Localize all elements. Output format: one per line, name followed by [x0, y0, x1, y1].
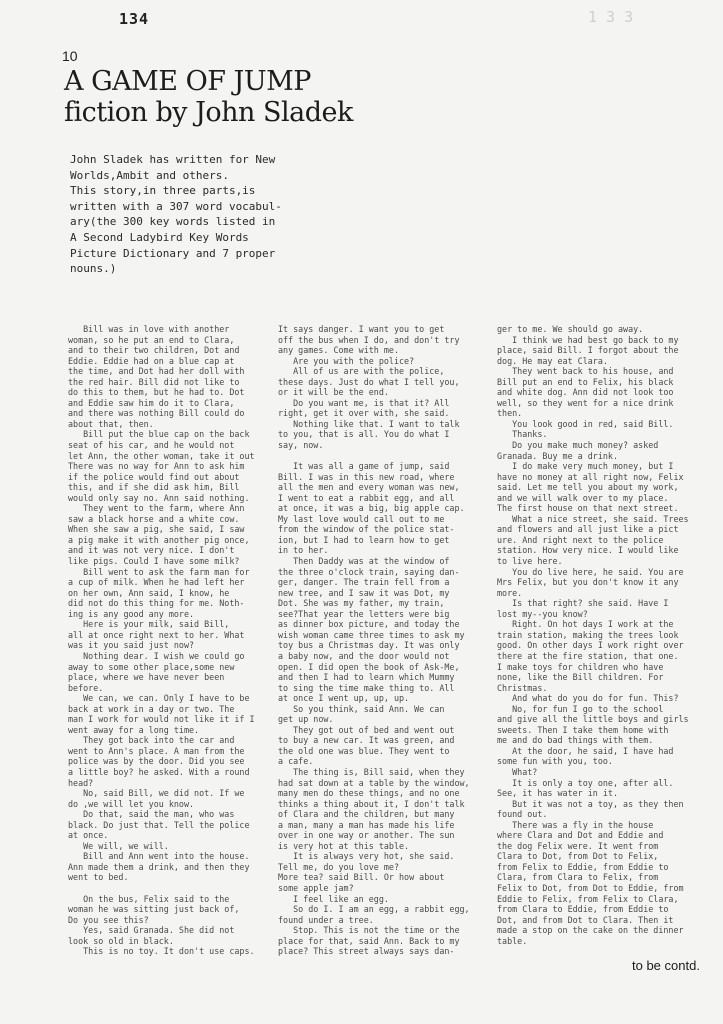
- text-line: did not do this thing for me. Noth-: [68, 598, 245, 609]
- text-line: before.: [68, 682, 104, 693]
- text-line: and to their two children, Dot and: [68, 345, 240, 356]
- text-line: to live here.: [497, 556, 563, 567]
- text-line: many men do these things, and no one: [278, 788, 460, 799]
- text-line: any games. Come with me.: [278, 345, 400, 356]
- text-line: black. Do just that. Tell the police: [68, 819, 250, 830]
- text-line: to you, that is all. You do what I: [278, 429, 450, 440]
- text-line: see?That year the letters were big: [278, 608, 450, 619]
- text-line: There was a fly in the house: [497, 819, 654, 830]
- to-be-continued: to be contd.: [632, 958, 700, 973]
- text-line: sweets. Then I take them home with: [497, 724, 669, 735]
- author-intro: [70, 152, 310, 277]
- text-line: and flowers and all just like a pict: [497, 524, 679, 535]
- text-line: The first house on that next street.: [497, 503, 679, 514]
- intro-line: Worlds,Ambit and others.: [70, 168, 229, 182]
- text-line: Bill went to ask the farm man for: [68, 566, 250, 577]
- text-line: ger, danger. The train fell from a: [278, 577, 450, 588]
- text-line: Yes, said Granada. She did not: [68, 925, 235, 936]
- text-line: the dog Felix were. It went from: [497, 840, 659, 851]
- text-line: the time, and Dot had her doll with: [68, 366, 245, 377]
- text-line: We will, we will.: [68, 840, 169, 851]
- intro-line: A Second Ladybird Key Words: [70, 230, 249, 244]
- text-line: Clara to Dot, from Dot to Felix,: [497, 851, 659, 862]
- text-line: new tree, and I saw it was Dot, my: [278, 587, 450, 598]
- text-line: a cup of milk. When he had left her: [68, 577, 245, 588]
- text-column-3: [497, 324, 703, 946]
- text-line: me and do bad things with them.: [497, 735, 654, 746]
- text-line: was it you said just now?: [68, 640, 195, 651]
- text-line: and give all the little boys and girls: [497, 714, 689, 725]
- text-line: open. I did open the book of Ask-Me,: [278, 661, 460, 672]
- text-line: What?: [497, 766, 538, 777]
- text-line: right, get it over with, she said.: [278, 408, 450, 419]
- text-line: I do make very much money, but I: [497, 461, 674, 472]
- text-line: or it will be the end.: [278, 387, 389, 398]
- text-line: No, for fun I go to the school: [497, 703, 664, 714]
- text-line: On the bus, Felix said to the: [68, 893, 230, 904]
- text-line: these days. Just do what I tell you,: [278, 376, 460, 387]
- issue-number: 10: [62, 48, 78, 64]
- text-line: went to Ann's place. A man from the: [68, 745, 245, 756]
- text-line: They went to the farm, where Ann: [68, 503, 245, 514]
- text-line: Stop. This is not the time or the: [278, 925, 460, 936]
- text-line: all at once right next to her. What: [68, 629, 245, 640]
- intro-line: nouns.): [70, 262, 117, 276]
- text-line: Bill put the blue cap on the back: [68, 429, 250, 440]
- text-line: place for that, said Ann. Back to my: [278, 935, 460, 946]
- text-line: They got out of bed and went out: [278, 724, 455, 735]
- story-title: [64, 66, 353, 128]
- text-line: Tell me, do you love me?: [278, 861, 400, 872]
- text-line: went to bed.: [68, 872, 129, 883]
- text-line: Then Daddy was at the window of: [278, 556, 450, 567]
- text-line: place, where we have never been: [68, 672, 225, 683]
- text-line: So you think, said Ann. We can: [278, 703, 445, 714]
- text-line: off the bus when I do, and don't try: [278, 334, 460, 345]
- text-line: said. Let me tell you about my work,: [497, 482, 679, 493]
- intro-line: Picture Dictionary and 7 proper: [70, 246, 276, 260]
- page-number: 134: [119, 10, 150, 28]
- text-line: police was by the door. Did you see: [68, 756, 245, 767]
- text-line: You look good in red, said Bill.: [497, 418, 674, 429]
- text-line: seat of his car, and he would not: [68, 440, 235, 451]
- text-line: We can, we can. Only I have to be: [68, 693, 250, 704]
- intro-line: John Sladek has written for New: [70, 153, 276, 166]
- text-line: Is that right? she said. Have I: [497, 598, 669, 609]
- text-line: table.: [497, 935, 528, 946]
- text-line: had sat down at a table by the window,: [278, 777, 470, 788]
- text-line: and then I had to learn which Mummy: [278, 672, 455, 683]
- text-line: ger to me. We should go away.: [497, 324, 644, 334]
- text-line: Granada. Buy me a drink.: [497, 450, 619, 461]
- text-line: woman he was sitting just back of,: [68, 904, 240, 915]
- text-line: at once.: [68, 830, 109, 841]
- text-line: as dinner box picture, and today the: [278, 619, 460, 630]
- text-line: at once, it was a big, big apple cap.: [278, 503, 465, 514]
- text-line: ure. And right next to the police: [497, 534, 664, 545]
- text-line: [68, 883, 268, 894]
- text-line: When she saw a pig, she said, I saw: [68, 524, 245, 535]
- text-line: in to her.: [278, 545, 329, 556]
- text-column-1: [68, 324, 268, 957]
- text-line: saw a black horse and a white cow.: [68, 513, 240, 524]
- text-line: to buy a new car. It was green, and: [278, 735, 455, 746]
- text-line: It is only a toy one, after all.: [497, 777, 674, 788]
- text-line: All of us are with the police,: [278, 366, 445, 377]
- text-line: thinks a thing about it, I don't talk: [278, 798, 465, 809]
- intro-line: This story,in three parts,is: [70, 184, 256, 198]
- text-line: there at the fire station, that one.: [497, 650, 679, 661]
- text-line: do this to them, but he had to. Dot: [68, 387, 245, 398]
- text-line: At the door, he said, I have had: [497, 745, 674, 756]
- text-line: ing is any good any more.: [68, 608, 195, 619]
- text-line: place, said Bill. I forgot about the: [497, 345, 679, 356]
- text-line: say, now.: [278, 440, 324, 451]
- text-line: good. On other days I work right over: [497, 640, 684, 651]
- text-line: over in one way or another. The sun: [278, 830, 455, 841]
- text-line: where Clara and Dot and Eddie and: [497, 830, 664, 841]
- text-line: some fun with you, too.: [497, 756, 613, 767]
- text-line: the red hair. Bill did not like to: [68, 376, 240, 387]
- text-line: More tea? said Bill. Or how about: [278, 872, 445, 883]
- text-line: like pigs. Could I have some milk?: [68, 556, 240, 567]
- text-line: The thing is, Bill said, when they: [278, 766, 465, 777]
- text-line: No, said Bill, we did not. If we: [68, 788, 245, 799]
- text-line: wish woman came three times to ask my: [278, 629, 465, 640]
- text-line: would only say no. Ann said nothing.: [68, 492, 250, 503]
- text-line: to sing the time make thing to. All: [278, 682, 455, 693]
- text-line: if the police would find out about: [68, 471, 240, 482]
- text-line: made a stop on the cake on the dinner: [497, 925, 684, 936]
- text-line: This is no toy. It don't use caps.: [68, 946, 255, 957]
- intro-line: ary(the 300 key words listed in: [70, 215, 276, 229]
- text-line: man I work for would not like it if I: [68, 714, 255, 725]
- text-line: train station, making the trees look: [497, 629, 679, 640]
- text-line: woman, so he put an end to Clara,: [68, 334, 235, 345]
- text-line: look so old in black.: [68, 935, 174, 946]
- text-line: It is always very hot, she said.: [278, 851, 455, 862]
- text-line: station. How very nice. I would like: [497, 545, 679, 556]
- text-line: Ann made them a drink, and then they: [68, 861, 250, 872]
- text-line: found under a tree.: [278, 914, 374, 925]
- text-line: There was no way for Ann to ask him: [68, 461, 245, 472]
- text-line: Do you make much money? asked: [497, 440, 659, 451]
- text-line: head?: [68, 777, 94, 788]
- text-line: on her own, Ann said, I know, he: [68, 587, 230, 598]
- text-line: Do you see this?: [68, 914, 149, 925]
- byline: fiction by John Sladek: [64, 97, 353, 128]
- text-line: Bill put an end to Felix, his black: [497, 376, 674, 387]
- text-line: Nothing like that. I want to talk: [278, 418, 460, 429]
- text-line: about that, then.: [68, 418, 154, 429]
- text-line: Here is your milk, said Bill,: [68, 619, 230, 630]
- text-line: I feel like an egg.: [278, 893, 389, 904]
- text-line: from the window of the police stat-: [278, 524, 455, 535]
- text-line: a cafe.: [278, 756, 314, 767]
- text-line: and there was nothing Bill could do: [68, 408, 245, 419]
- text-line: none, like the Bill children. For: [497, 672, 664, 683]
- text-line: They got back into the car and: [68, 735, 235, 746]
- text-line: found out.: [497, 809, 548, 820]
- text-column-2: [278, 324, 488, 957]
- text-line: a man, many a man has made his life: [278, 819, 455, 830]
- text-line: the three o'clock train, saying dan-: [278, 566, 460, 577]
- text-line: and we will walk over to my place.: [497, 492, 669, 503]
- text-line: Do you want me, is that it? All: [278, 397, 450, 408]
- text-line: place? This street always says dan-: [278, 946, 455, 957]
- text-line: at once I went up, up, up.: [278, 693, 410, 704]
- text-line: I make toys for children who have: [497, 661, 664, 672]
- text-line: [278, 451, 488, 462]
- text-line: Mrs Felix, but you don't know it any: [497, 577, 679, 588]
- text-line: some apple jam?: [278, 882, 354, 893]
- text-line: What a nice street, she said. Trees: [497, 513, 689, 524]
- text-line: Are you with the police?: [278, 355, 415, 366]
- text-line: Dot. She was my father, my train,: [278, 598, 445, 609]
- text-line: get up now.: [278, 714, 334, 725]
- text-line: It was all a game of jump, said: [278, 461, 450, 472]
- text-line: the old one was blue. They went to: [278, 745, 450, 756]
- text-line: let Ann, the other woman, take it out: [68, 450, 255, 461]
- text-line: Eddie to Felix, from Felix to Clara,: [497, 893, 679, 904]
- text-line: have no money at all right now, Felix: [497, 471, 684, 482]
- text-line: toy bus a Christmas day. It was only: [278, 640, 460, 651]
- text-line: So do I. I am an egg, a rabbit egg,: [278, 904, 470, 915]
- text-line: Bill and Ann went into the house.: [68, 851, 250, 862]
- text-line: Felix to Dot, from Dot to Eddie, from: [497, 882, 684, 893]
- text-line: went away for a long time.: [68, 724, 200, 735]
- text-line: is very hot at this table.: [278, 840, 410, 851]
- text-line: Thanks.: [497, 429, 548, 440]
- text-line: It says danger. I want you to get: [278, 324, 445, 334]
- text-line: Right. On hot days I work at the: [497, 619, 674, 630]
- title-line: A GAME OF JUMP: [64, 66, 311, 97]
- text-line: a pig make it with another pig once,: [68, 534, 250, 545]
- text-line: See, it has water in it.: [497, 788, 619, 799]
- text-line: Eddie. Eddie had on a blue cap at: [68, 355, 235, 366]
- text-line: Bill was in love with another: [68, 324, 230, 334]
- text-line: Bill. I was in this new road, where: [278, 471, 455, 482]
- text-line: from Clara to Eddie, from Eddie to: [497, 904, 669, 915]
- intro-line: written with a 307 word vocabul-: [70, 199, 282, 213]
- text-line: I think we had best go back to my: [497, 334, 679, 345]
- text-line: And what do you do for fun. This?: [497, 693, 679, 704]
- text-line: well, so they went for a nice drink: [497, 397, 674, 408]
- text-line: away to some other place,some new: [68, 661, 235, 672]
- text-line: all the men and every woman was new,: [278, 482, 460, 493]
- text-line: ion, but I had to learn how to get: [278, 534, 450, 545]
- text-line: and it was not very nice. I don't: [68, 545, 235, 556]
- text-line: and Eddie saw him do it to Clara,: [68, 397, 235, 408]
- text-line: dog. He may eat Clara.: [497, 355, 608, 366]
- text-line: more.: [497, 587, 523, 598]
- text-line: My last love would call out to me: [278, 513, 445, 524]
- text-line: from Felix to Eddie, from Eddie to: [497, 861, 669, 872]
- text-line: then.: [497, 408, 523, 419]
- text-line: a baby now, and the door would not: [278, 650, 450, 661]
- text-line: lost my--you know?: [497, 608, 588, 619]
- text-line: Christmas.: [497, 682, 548, 693]
- text-line: You do live here, he said. You are: [497, 566, 684, 577]
- text-line: and white dog. Ann did not look too: [497, 387, 674, 398]
- text-line: They went back to his house, and: [497, 366, 674, 377]
- text-line: Dot, and from Dot to Clara. Then it: [497, 914, 674, 925]
- text-line: of Clara and the children, but many: [278, 809, 455, 820]
- text-line: this, and if she did ask him, Bill: [68, 482, 240, 493]
- text-line: But it was not a toy, as they then: [497, 798, 684, 809]
- text-line: a little boy? he asked. With a round: [68, 766, 250, 777]
- text-line: Clara, from Clara to Felix, from: [497, 872, 659, 883]
- text-line: do ,we will let you know.: [68, 798, 195, 809]
- text-line: back at work in a day or two. The: [68, 703, 235, 714]
- text-line: Nothing dear. I wish we could go: [68, 650, 245, 661]
- text-line: I went to eat a rabbit egg, and all: [278, 492, 455, 503]
- show-through-page-number: 1 3 3: [588, 8, 634, 26]
- text-line: Do that, said the man, who was: [68, 809, 235, 820]
